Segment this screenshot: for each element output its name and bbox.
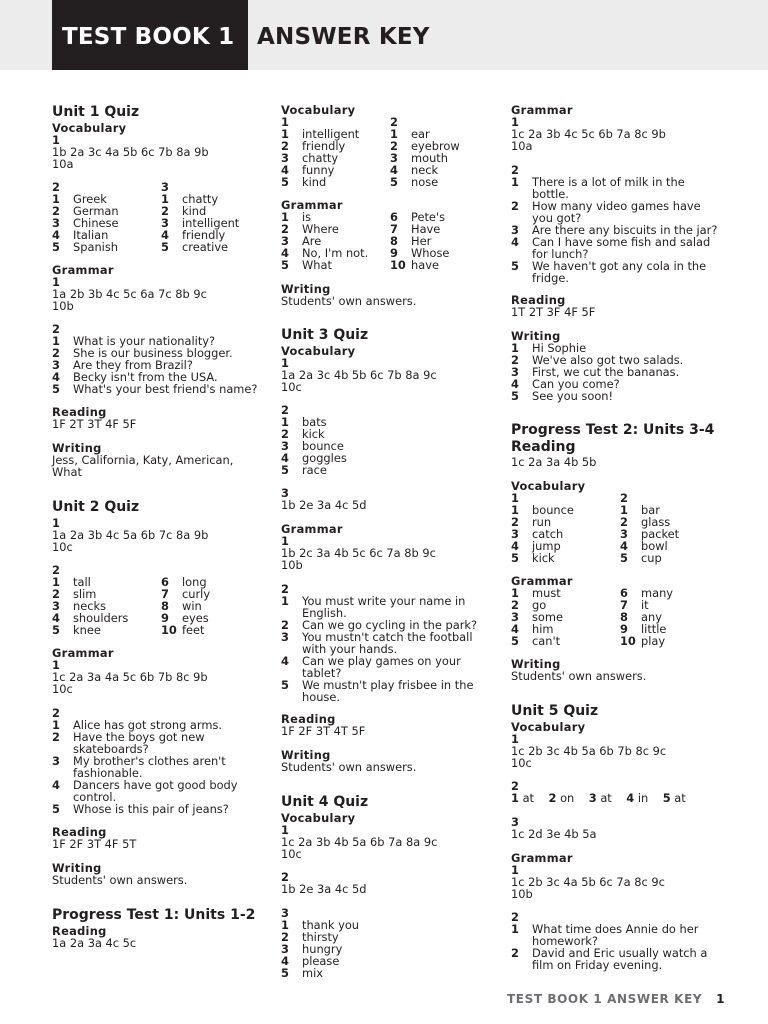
unit4-vocab-ex1: 1 1c 2a 3b 4b 5a 6b 7a 8a 9c 10c: [281, 823, 438, 861]
unit2-grammar-ex2: 2 1 Alice has got strong arms. 2 Have the boys got new skateboards? 3 My brother's clothes aren't fashionable. 4 Dancers have got good body control. 5 Whose is this pair of jeans?: [52, 706, 238, 816]
unit3-writing: Students' own answers.: [281, 760, 417, 774]
unit3-vocab-ex3: 3 1b 2e 3a 4c 5d: [281, 486, 367, 512]
col2-vocab-label: Vocabulary: [281, 103, 356, 117]
unit2-ex1: 1 1a 2a 3b 4c 5a 6b 7c 8a 9b 10c: [52, 516, 209, 554]
page-number: 1: [716, 992, 726, 1006]
unit3-grammar-label: Grammar: [281, 522, 343, 536]
pt2-vocab-label: Vocabulary: [511, 479, 586, 493]
unit3-reading: 1F 2F 3T 4T 5F: [281, 724, 366, 738]
unit3-vocab-ex2: 2 1 bats 2 kick 3 bounce 4 goggles 5 race: [281, 403, 347, 477]
unit3-grammar-ex1: 1 1b 2c 3a 4b 5c 6c 7a 8b 9c 10b: [281, 534, 436, 572]
col3-reading: 1T 2T 3F 4F 5F: [511, 305, 596, 319]
unit1-writing-label: Writing: [52, 441, 102, 455]
pt2-reading-heading: Reading: [511, 439, 576, 455]
unit5-vocab-ex2: 2 1 at 2 on 3 at 4 in 5 at: [511, 779, 686, 805]
unit5-grammar-label: Grammar: [511, 851, 573, 865]
unit4-vocab-ex2: 2 1b 2e 3a 4c 5d: [281, 870, 367, 896]
unit3-title: Unit 3 Quiz: [281, 327, 369, 343]
col3-writing: 1 Hi Sophie 2 We've also got two salads. 3 First, we cut the bananas. 4 Can you come? 5 See you soon!: [511, 341, 684, 403]
unit5-grammar-ex1: 1 1c 2b 3c 4a 5b 6c 7a 8c 9c 10b: [511, 863, 665, 901]
unit1-writing: Jess, California, Katy, American, What: [52, 453, 234, 479]
unit5-grammar-ex2: 2 1 What time does Annie do her homework? 2 David and Eric usually watch a film on Friday evening.: [511, 910, 708, 972]
unit2-writing-label: Writing: [52, 861, 102, 875]
col2-writing-label: Writing: [281, 282, 331, 296]
pt2-writing-label: Writing: [511, 657, 561, 671]
unit2-writing: Students' own answers.: [52, 873, 188, 887]
pt1-reading-label: Reading: [52, 924, 107, 938]
unit1-vocab-label: Vocabulary: [52, 121, 127, 135]
header-title-right: ANSWER KEY: [257, 24, 430, 50]
unit3-vocab-ex1: 1 1a 2a 3c 4b 5b 6c 7b 8a 9c 10c: [281, 356, 437, 394]
unit4-vocab-label: Vocabulary: [281, 811, 356, 825]
unit1-grammar-label: Grammar: [52, 263, 114, 277]
col3-reading-label: Reading: [511, 293, 566, 307]
col2-grammar-label: Grammar: [281, 198, 343, 212]
unit2-grammar-label: Grammar: [52, 646, 114, 660]
unit5-vocab-ex3: 3 1c 2d 3e 4b 5a: [511, 815, 597, 841]
unit1-vocab-ex1: 1 1b 2a 3c 4a 5b 6c 7b 8a 9b 10a: [52, 133, 209, 171]
footer-title: TEST BOOK 1 ANSWER KEY: [507, 992, 703, 1006]
unit5-title: Unit 5 Quiz: [511, 703, 599, 719]
unit1-title: Unit 1 Quiz: [52, 104, 140, 120]
col3-grammar-label: Grammar: [511, 103, 573, 117]
unit2-grammar-ex1: 1 1c 2a 3a 4a 5c 6b 7b 8c 9b 10c: [52, 658, 208, 696]
unit2-reading: 1F 2F 3T 4F 5T: [52, 837, 137, 851]
unit5-vocab-label: Vocabulary: [511, 720, 586, 734]
unit1-grammar-ex1: 1 1a 2b 3b 4c 5c 6a 7c 8b 9c 10b: [52, 275, 207, 313]
pt2-writing: Students' own answers.: [511, 669, 647, 683]
unit1-grammar-ex2: 2 1 What is your nationality? 2 She is our business blogger. 3 Are they from Brazil? 4 Becky isn't from the USA. 5 What's your best friend's name?: [52, 322, 258, 396]
col2-writing: Students' own answers.: [281, 294, 417, 308]
unit2-title: Unit 2 Quiz: [52, 499, 140, 515]
unit1-reading-label: Reading: [52, 405, 107, 419]
unit5-vocab-ex1: 1 1c 2b 3c 4b 5a 6b 7b 8c 9c 10c: [511, 732, 667, 770]
col3-grammar-ex1: 1 1c 2a 3b 4c 5c 6b 7a 8c 9b 10a: [511, 115, 666, 153]
unit3-vocab-label: Vocabulary: [281, 344, 356, 358]
pt2-reading: 1c 2a 3a 4b 5b: [511, 455, 597, 469]
unit3-reading-label: Reading: [281, 712, 336, 726]
unit4-title: Unit 4 Quiz: [281, 794, 369, 810]
header-title-left: TEST BOOK 1: [62, 24, 235, 50]
pt2-grammar-label: Grammar: [511, 574, 573, 588]
pt1-title: Progress Test 1: Units 1-2: [52, 907, 256, 923]
unit3-grammar-ex2: 2 1 You must write your name in English. 2 Can we go cycling in the park? 3 You mustn't catch the football with your hands. 4 Can we play games on your tablet? 5 We mustn't play frisbee in the house.: [281, 582, 478, 704]
page-footer: [507, 992, 725, 1006]
unit2-reading-label: Reading: [52, 825, 107, 839]
col3-grammar-ex2: 2 1 There is a lot of milk in the bottle. 2 How many video games have you got? 3 Are there any biscuits in the jar? 4 Can I have some fish and salad for lunch? 5 We haven't got any cola in the fridge.: [511, 163, 718, 285]
pt1-reading: 1a 2a 3a 4c 5c: [52, 936, 137, 950]
unit1-reading: 1F 2T 3T 4F 5F: [52, 417, 137, 431]
pt2-title: Progress Test 2: Units 3-4: [511, 422, 715, 438]
unit4-vocab-ex3: 3 1 thank you 2 thirsty 3 hungry 4 please 5 mix: [281, 906, 360, 980]
col3-writing-label: Writing: [511, 329, 561, 343]
unit3-writing-label: Writing: [281, 748, 331, 762]
